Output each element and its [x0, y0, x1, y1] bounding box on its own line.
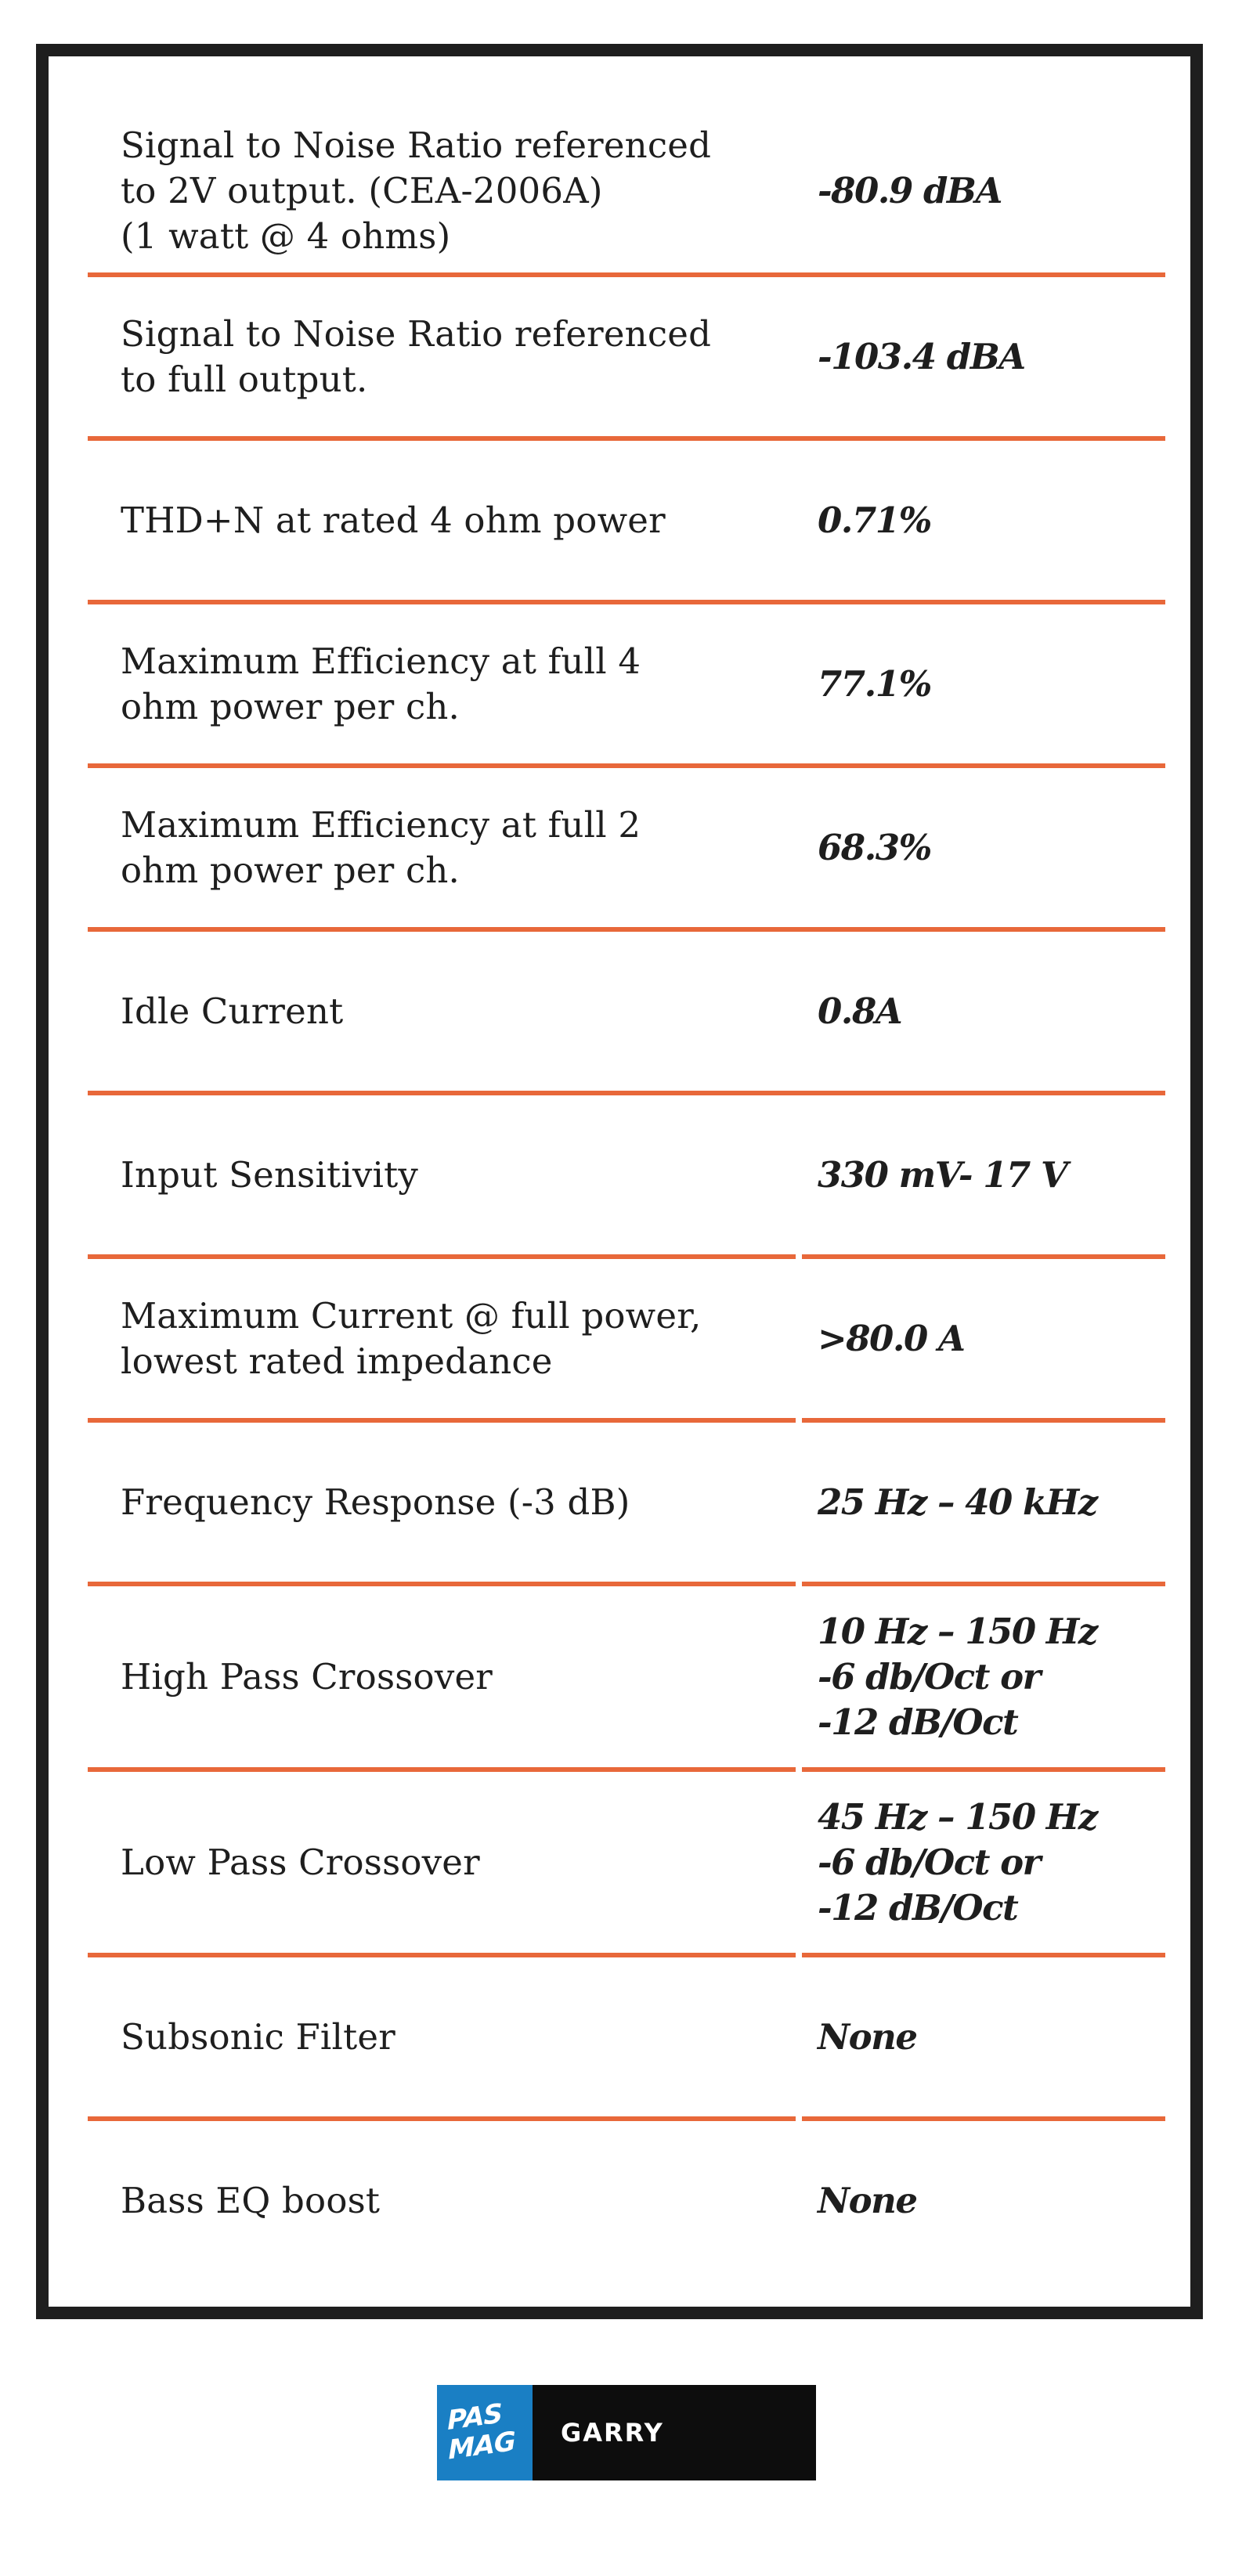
- spec-table: [88, 110, 1165, 2285]
- spec-value: -80.9 dBA: [818, 170, 1002, 211]
- spec-row: [88, 1423, 1165, 1586]
- spec-row: [88, 1095, 1165, 1259]
- spec-row: [88, 768, 1165, 932]
- spec-value: 25 Hz – 40 kHz: [818, 1481, 1097, 1523]
- spec-row: [88, 932, 1165, 1095]
- spec-value: >80.0 A: [818, 1317, 965, 1359]
- spec-value: None: [818, 2015, 917, 2058]
- spec-row: [88, 1772, 1165, 1957]
- spec-value: 330 mV- 17 V: [818, 1153, 1067, 1196]
- spec-label: Signal to Noise Ratio referenced to full output.: [121, 312, 712, 400]
- spec-label: Maximum Efficiency at full 2 ohm power per ch.: [121, 803, 641, 891]
- pasmag-logo: [437, 2385, 533, 2480]
- spec-value: 10 Hz – 150 Hz -6 db/Oct or -12 dB/Oct: [818, 1610, 1097, 1743]
- spec-label: THD+N at rated 4 ohm power: [121, 499, 666, 541]
- logo-text: PAS MAG: [446, 2397, 516, 2466]
- spec-value: 68.3%: [818, 826, 931, 868]
- spec-row: [88, 1259, 1165, 1423]
- author-credit-badge: [437, 2385, 816, 2543]
- spec-label: Idle Current: [121, 990, 344, 1032]
- spec-value: -103.4 dBA: [818, 335, 1025, 377]
- spec-label: Maximum Efficiency at full 4 ohm power per ch.: [121, 640, 641, 727]
- spec-value: 45 Hz – 150 Hz -6 db/Oct or -12 dB/Oct: [818, 1795, 1097, 1928]
- spec-label: Frequency Response (-3 dB): [121, 1481, 630, 1523]
- spec-value: 0.71%: [818, 499, 931, 541]
- spec-value: None: [818, 2179, 917, 2221]
- spec-row: [88, 604, 1165, 768]
- spec-label: Subsonic Filter: [121, 2015, 395, 2058]
- spec-row: [88, 441, 1165, 604]
- spec-label: Bass EQ boost: [121, 2179, 381, 2221]
- spec-label: Maximum Current @ full power, lowest rated impedance: [121, 1294, 702, 1382]
- spec-value: 0.8A: [818, 990, 902, 1032]
- spec-row: [88, 110, 1165, 277]
- spec-label: Signal to Noise Ratio referenced to 2V output. (CEA-2006A) (1 watt @ 4 ohms): [121, 124, 712, 257]
- spec-label: High Pass Crossover: [121, 1655, 493, 1697]
- spec-value: 77.1%: [818, 662, 931, 705]
- spec-label: Low Pass Crossover: [121, 1841, 480, 1883]
- spec-row: [88, 1586, 1165, 1772]
- spec-label: Input Sensitivity: [121, 1153, 419, 1196]
- spec-row: [88, 1957, 1165, 2121]
- spec-row: [88, 277, 1165, 441]
- author-name: GARRY SPRINGGAY: [561, 2418, 738, 2543]
- spec-row: [88, 2121, 1165, 2285]
